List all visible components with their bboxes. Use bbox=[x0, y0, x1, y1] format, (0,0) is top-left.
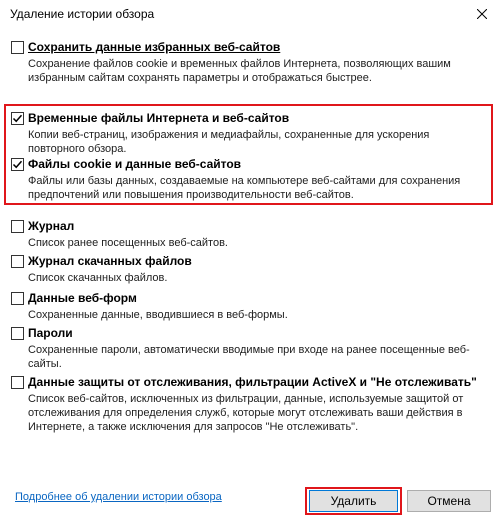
learn-more-link[interactable]: Подробнее об удалении истории обзора bbox=[15, 491, 222, 503]
checkbox-download-history[interactable] bbox=[11, 255, 24, 268]
option-label[interactable]: Пароли bbox=[28, 326, 73, 340]
option-tracking-protection bbox=[11, 375, 491, 434]
option-temporary-files bbox=[11, 111, 491, 156]
close-icon bbox=[477, 9, 487, 19]
checkbox-passwords[interactable] bbox=[11, 327, 24, 340]
option-label[interactable]: Сохранить данные избранных веб-сайтов bbox=[28, 40, 281, 54]
option-label[interactable]: Журнал скачанных файлов bbox=[28, 254, 192, 268]
option-cookies bbox=[11, 157, 491, 202]
checkbox-tracking-protection[interactable] bbox=[11, 376, 24, 389]
option-description: Сохраненные данные, вводившиеся в веб-формы. bbox=[28, 309, 288, 321]
checkmark-icon bbox=[12, 159, 23, 170]
option-label[interactable]: Данные защиты от отслеживания, фильтрации ActiveX и "Не отслеживать" bbox=[28, 375, 477, 389]
option-download-history bbox=[11, 254, 491, 285]
option-description: Сохранение файлов cookie и временных файлов Интернета, позволяющих вашим избранным сайтам сохранять параметры и отображаться быстрее. bbox=[28, 58, 451, 84]
option-history bbox=[11, 219, 491, 250]
option-description: Файлы или базы данных, создаваемые на компьютере веб-сайтами для сохранения предпочтений или повышения производительности веб-сайтов. bbox=[28, 175, 461, 201]
cancel-button[interactable]: Отмена bbox=[407, 490, 491, 512]
option-passwords bbox=[11, 326, 491, 371]
checkbox-preserve-favorites[interactable] bbox=[11, 41, 24, 54]
option-label[interactable]: Временные файлы Интернета и веб-сайтов bbox=[28, 111, 290, 125]
checkbox-form-data[interactable] bbox=[11, 292, 24, 305]
delete-button[interactable]: Удалить bbox=[309, 490, 398, 512]
option-description: Сохраненные пароли, автоматически вводимые при входе на ранее посещенные веб-сайты. bbox=[28, 344, 470, 370]
option-description: Список ранее посещенных веб-сайтов. bbox=[28, 237, 228, 249]
option-preserve-favorites bbox=[11, 40, 491, 85]
option-label[interactable]: Журнал bbox=[28, 219, 75, 233]
option-label[interactable]: Данные веб-форм bbox=[28, 291, 137, 305]
option-form-data bbox=[11, 291, 491, 322]
option-description: Копии веб-страниц, изображения и медиафайлы, сохраненные для ускорения повторного обзора. bbox=[28, 129, 430, 155]
checkbox-cookies[interactable] bbox=[11, 158, 24, 171]
close-button[interactable] bbox=[471, 4, 493, 24]
checkbox-history[interactable] bbox=[11, 220, 24, 233]
option-description: Список скачанных файлов. bbox=[28, 272, 168, 284]
option-label[interactable]: Файлы cookie и данные веб-сайтов bbox=[28, 157, 242, 171]
checkbox-temporary-files[interactable] bbox=[11, 112, 24, 125]
window-title: Удаление истории обзора bbox=[10, 7, 155, 21]
title-bar bbox=[0, 0, 501, 28]
checkmark-icon bbox=[12, 113, 23, 124]
option-description: Список веб-сайтов, исключенных из фильтрации, данные, используемые защитой от отслеживания для определения служб, которые могут отслеживать ваши действия в Интернете, а также исключения для запросов "Не отслеживать". bbox=[28, 393, 464, 433]
